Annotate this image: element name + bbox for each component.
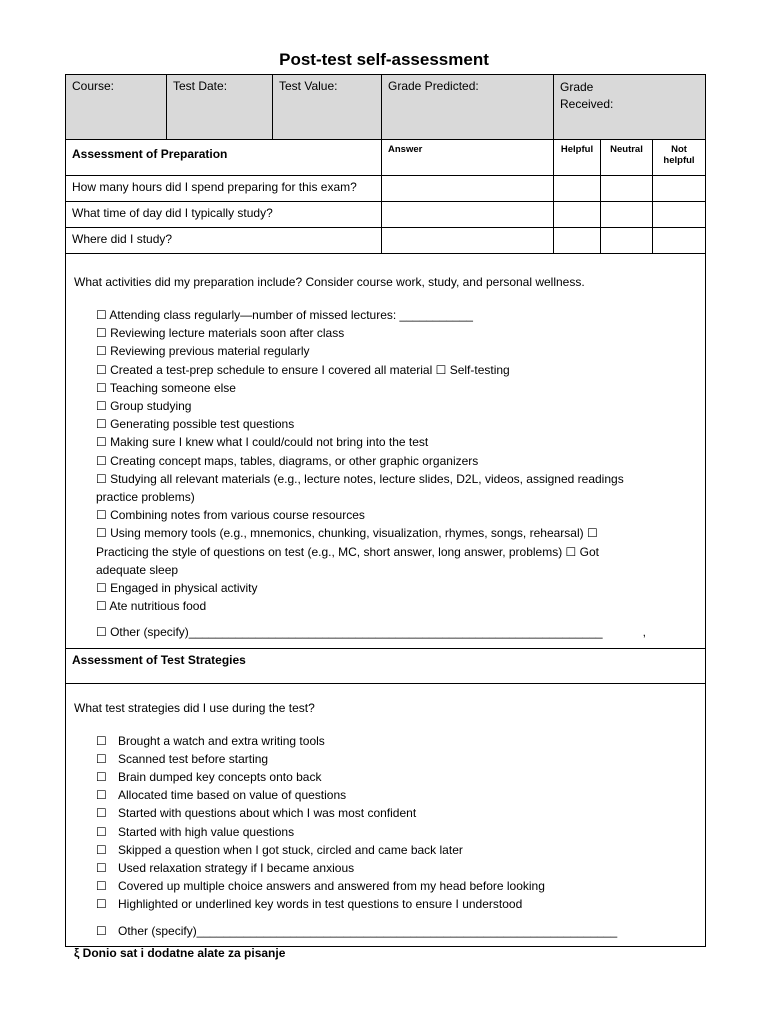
not-helpful-cell[interactable] <box>653 202 706 228</box>
strategy-label: Started with high value questions <box>118 824 295 839</box>
strategy-item[interactable] <box>96 859 699 877</box>
strategy-label: Brain dumped key concepts onto back <box>118 770 322 785</box>
checkbox[interactable]: ☐ <box>96 806 107 821</box>
activities-row <box>66 254 706 649</box>
question-row <box>66 202 706 228</box>
activities-prompt: What activities did my preparation include? Consider course work, study, and personal wellness. <box>74 275 585 289</box>
activity-item[interactable]: ☐ Making sure I knew what I could/could not bring into the test <box>96 435 429 450</box>
test-value-field[interactable] <box>273 75 382 140</box>
checkbox[interactable]: ☐ <box>96 751 107 766</box>
activities-list <box>96 306 699 642</box>
checkbox[interactable]: ☐ <box>96 824 107 839</box>
strategy-item[interactable] <box>96 877 699 895</box>
strategy-label: Used relaxation strategy if I became anxious <box>118 861 355 876</box>
course-label: Course: <box>72 79 115 93</box>
question-time-of-day: What time of day did I typically study? <box>66 202 382 228</box>
strategy-label: Started with questions about which I was most confident <box>118 806 417 821</box>
strategy-other-label: Other (specify)_______________________________________________________________ <box>118 923 618 938</box>
question-hours: How many hours did I spend preparing for this exam? <box>66 176 382 202</box>
activity-item[interactable]: ☐ Ate nutritious food <box>96 599 207 614</box>
strategy-label: Highlighted or underlined key words in test questions to ensure I understood <box>118 897 523 912</box>
question-row <box>66 228 706 254</box>
not-helpful-cell[interactable] <box>653 228 706 254</box>
activities-block <box>66 254 706 649</box>
activity-item[interactable]: ☐ Reviewing previous material regularly <box>96 344 310 359</box>
strategy-item[interactable] <box>96 823 699 841</box>
strategy-item[interactable] <box>96 841 699 859</box>
activity-item[interactable]: ☐ Teaching someone else <box>96 380 236 395</box>
question-where: Where did I study? <box>66 228 382 254</box>
activity-item[interactable]: ☐ Group studying <box>96 399 192 414</box>
helpful-column-header: Helpful <box>554 140 601 176</box>
helpful-cell[interactable] <box>554 202 601 228</box>
answer-cell[interactable] <box>382 176 554 202</box>
grade-predicted-label: Grade Predicted: <box>388 79 479 93</box>
neutral-cell[interactable] <box>601 228 653 254</box>
helpful-cell[interactable] <box>554 228 601 254</box>
strategy-other[interactable] <box>96 922 699 940</box>
grade-predicted-field[interactable] <box>382 75 554 140</box>
activity-item[interactable]: ☐ Studying all relevant materials (e.g., lecture notes, lecture slides, D2L, videos, assigned readings practice problems) <box>96 471 624 505</box>
footnote: ξ Donio sat i dodatne alate za pisanje <box>74 946 286 960</box>
strategies-block <box>66 683 706 946</box>
strategy-label: Scanned test before starting <box>118 751 269 766</box>
activity-other[interactable]: ☐ Other (specify)______________________________________________________________ , <box>96 625 646 640</box>
checkbox[interactable]: ☐ <box>96 923 107 938</box>
grade-received-label: Grade Received: <box>560 80 614 111</box>
test-date-field[interactable] <box>167 75 273 140</box>
answer-cell[interactable] <box>382 228 554 254</box>
strategy-item[interactable] <box>96 895 699 913</box>
not-helpful-cell[interactable] <box>653 176 706 202</box>
activity-item[interactable]: ☐ Reviewing lecture materials soon after class <box>96 326 345 341</box>
checkbox[interactable]: ☐ <box>96 770 107 785</box>
neutral-column-header: Neutral <box>601 140 653 176</box>
page-title: Post-test self-assessment <box>279 50 489 69</box>
strategy-item[interactable] <box>96 804 699 822</box>
strategies-header-row <box>66 648 706 683</box>
header-row <box>66 75 706 140</box>
activity-item[interactable]: ☐ Creating concept maps, tables, diagrams, or other graphic organizers <box>96 453 479 468</box>
helpful-cell[interactable] <box>554 176 601 202</box>
strategies-row <box>66 683 706 946</box>
strategies-prompt: What test strategies did I use during the test? <box>74 700 315 715</box>
preparation-heading: Assessment of Preparation <box>66 140 382 176</box>
checkbox[interactable]: ☐ <box>96 842 107 857</box>
checkbox[interactable]: ☐ <box>96 788 107 803</box>
checkbox[interactable]: ☐ <box>96 897 107 912</box>
strategy-item[interactable] <box>96 732 699 750</box>
checkbox[interactable]: ☐ <box>96 861 107 876</box>
test-value-label: Test Value: <box>279 79 338 93</box>
checkbox[interactable]: ☐ <box>96 879 107 894</box>
strategies-list <box>96 732 699 940</box>
strategies-heading: Assessment of Test Strategies <box>66 648 706 683</box>
not-helpful-column-header: Not helpful <box>653 140 706 176</box>
strategy-label: Skipped a question when I got stuck, circled and came back later <box>118 842 463 857</box>
activity-item[interactable]: ☐ Combining notes from various course resources <box>96 508 365 523</box>
strategy-item[interactable] <box>96 768 699 786</box>
neutral-cell[interactable] <box>601 176 653 202</box>
answer-column-header: Answer <box>382 140 554 176</box>
checkbox[interactable]: ☐ <box>96 733 107 748</box>
answer-cell[interactable] <box>382 202 554 228</box>
preparation-header-row <box>66 140 706 176</box>
strategy-label: Allocated time based on value of questions <box>118 788 347 803</box>
test-date-label: Test Date: <box>173 79 228 93</box>
assessment-form <box>65 74 706 947</box>
question-row <box>66 176 706 202</box>
activity-item[interactable]: ☐ Attending class regularly—number of missed lectures: ___________ <box>96 308 473 322</box>
activity-item[interactable]: ☐ Engaged in physical activity <box>96 581 258 596</box>
activity-item[interactable]: ☐ Using memory tools (e.g., mnemonics, chunking, visualization, rhymes, songs, rehearsal) ☐ Practicing the style of questions on test (e.g., MC, short answer, long answer, problems) ☐ Got adequate sleep <box>96 526 599 577</box>
activity-item[interactable]: ☐ Created a test-prep schedule to ensure I covered all material ☐ Self-testing <box>96 362 510 377</box>
strategy-label: Covered up multiple choice answers and answered from my head before looking <box>118 879 545 894</box>
course-field[interactable] <box>66 75 167 140</box>
strategy-item[interactable] <box>96 786 699 804</box>
neutral-cell[interactable] <box>601 202 653 228</box>
activity-item[interactable]: ☐ Generating possible test questions <box>96 417 295 432</box>
strategy-label: Brought a watch and extra writing tools <box>118 733 325 748</box>
strategy-item[interactable] <box>96 750 699 768</box>
grade-received-field[interactable] <box>554 75 706 140</box>
